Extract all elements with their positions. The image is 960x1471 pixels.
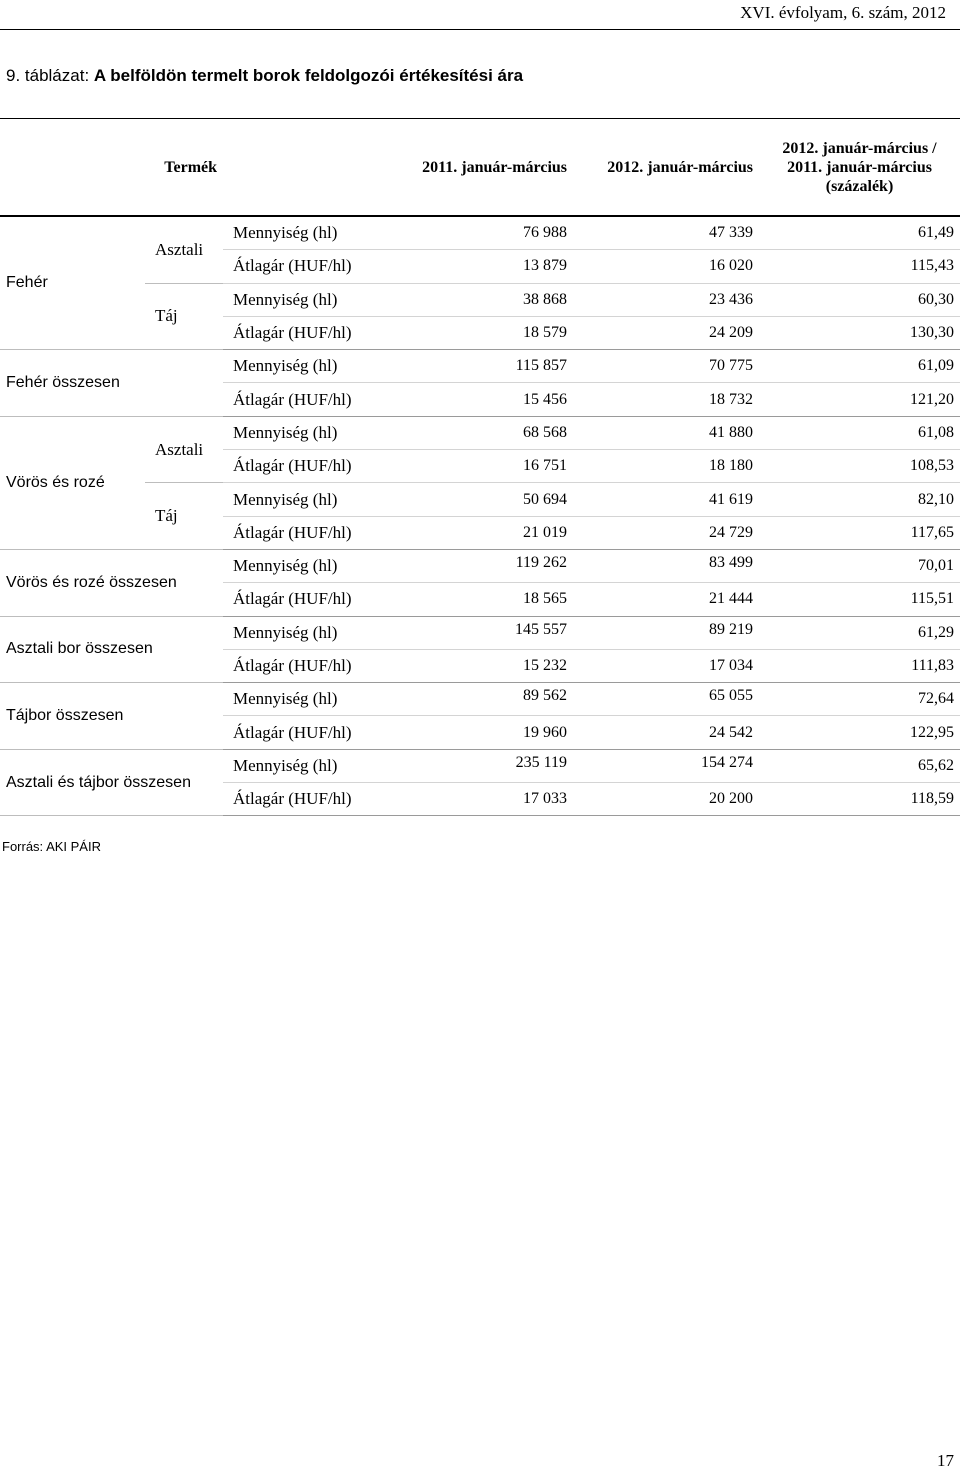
metric-label: Átlagár (HUF/hl)	[223, 649, 393, 682]
table-title	[6, 66, 523, 86]
table-body	[0, 216, 960, 816]
journal-issue: XVI. évfolyam, 6. szám, 2012	[740, 3, 946, 22]
category-label: Fehér	[0, 216, 145, 350]
value-pct: 61,08	[759, 416, 960, 449]
table-title-text: A belföldön termelt borok feldolgozói értékesítési ára	[93, 66, 524, 85]
value-2011: 68 568	[393, 416, 573, 449]
value-2012	[573, 616, 759, 649]
category-label: Tájbor összesen	[0, 683, 223, 750]
value-2011	[393, 616, 573, 649]
col-header-pct-line1: 2012. január-március /	[782, 139, 937, 157]
value-2012: 47 339	[573, 216, 759, 250]
metric-label: Átlagár (HUF/hl)	[223, 583, 393, 616]
value-2011: 19 960	[393, 716, 573, 749]
subcategory-label: Asztali	[145, 216, 223, 283]
value-2012: 18 180	[573, 450, 759, 483]
value-2011: 16 751	[393, 450, 573, 483]
value-2012: 21 444	[573, 583, 759, 616]
value-2011: 15 232	[393, 649, 573, 682]
subcategory-label: Táj	[145, 283, 223, 350]
value-2012: 70 775	[573, 350, 759, 383]
value-2012: 24 542	[573, 716, 759, 749]
category-label: Fehér összesen	[0, 350, 223, 417]
metric-label: Mennyiség (hl)	[223, 416, 393, 449]
value-2012	[573, 749, 759, 782]
col-header-2012: 2012. január-március	[573, 119, 759, 217]
table-row	[0, 216, 960, 250]
table-row	[0, 683, 960, 716]
metric-label: Mennyiség (hl)	[223, 283, 393, 316]
value-2011: 50 694	[393, 483, 573, 516]
table-row	[0, 549, 960, 582]
value-2011: 13 879	[393, 250, 573, 283]
value-2011: 76 988	[393, 216, 573, 250]
value-pct: 65,62	[759, 749, 960, 782]
value-2011: 21 019	[393, 516, 573, 549]
metric-label: Átlagár (HUF/hl)	[223, 516, 393, 549]
value-pct: 118,59	[759, 783, 960, 816]
value-pct: 111,83	[759, 649, 960, 682]
value-2012-text: 154 274	[701, 753, 754, 771]
value-2012: 17 034	[573, 649, 759, 682]
metric-label: Mennyiség (hl)	[223, 483, 393, 516]
metric-label: Mennyiség (hl)	[223, 549, 393, 582]
value-2012: 24 209	[573, 316, 759, 349]
metric-label: Mennyiség (hl)	[223, 350, 393, 383]
value-pct: 72,64	[759, 683, 960, 716]
table-row	[0, 416, 960, 449]
header-rule	[0, 29, 960, 30]
value-2012: 16 020	[573, 250, 759, 283]
value-pct: 122,95	[759, 716, 960, 749]
value-pct: 121,20	[759, 383, 960, 416]
value-2012: 41 880	[573, 416, 759, 449]
value-pct: 108,53	[759, 450, 960, 483]
col-header-2011: 2011. január-március	[393, 119, 573, 217]
category-label: Vörös és rozé összesen	[0, 549, 223, 616]
value-pct: 61,09	[759, 350, 960, 383]
metric-label: Átlagár (HUF/hl)	[223, 383, 393, 416]
category-label: Vörös és rozé	[0, 416, 145, 549]
col-header-termek: Termék	[0, 119, 223, 217]
category-label: Asztali bor összesen	[0, 616, 223, 683]
price-table-wrapper	[0, 118, 960, 816]
value-pct: 60,30	[759, 283, 960, 316]
value-2012: 24 729	[573, 516, 759, 549]
value-pct: 61,49	[759, 216, 960, 250]
value-2012-text: 83 499	[709, 554, 754, 572]
value-2011: 38 868	[393, 283, 573, 316]
page-number: 17	[937, 1451, 954, 1470]
value-pct: 115,43	[759, 250, 960, 283]
metric-label: Átlagár (HUF/hl)	[223, 450, 393, 483]
value-2012: 41 619	[573, 483, 759, 516]
value-2011	[393, 749, 573, 782]
value-2011: 15 456	[393, 383, 573, 416]
table-row	[0, 616, 960, 649]
metric-label: Átlagár (HUF/hl)	[223, 316, 393, 349]
value-2012-text: 65 055	[709, 687, 754, 705]
table-row	[0, 350, 960, 383]
table-header-row	[0, 119, 960, 217]
value-2011	[393, 549, 573, 582]
value-pct: 82,10	[759, 483, 960, 516]
category-label: Asztali és tájbor összesen	[0, 749, 223, 816]
col-header-blank	[223, 119, 393, 217]
metric-label: Mennyiség (hl)	[223, 749, 393, 782]
value-2012	[573, 683, 759, 716]
subcategory-label: Táj	[145, 483, 223, 550]
value-2012	[573, 549, 759, 582]
value-2011-text: 145 557	[515, 620, 568, 638]
value-2011	[393, 683, 573, 716]
value-2011-text: 119 262	[515, 554, 568, 572]
value-2011: 115 857	[393, 350, 573, 383]
value-pct: 115,51	[759, 583, 960, 616]
col-header-pct-line2: 2011. január-március	[787, 158, 932, 176]
subcategory-label: Asztali	[145, 416, 223, 483]
value-2011: 18 565	[393, 583, 573, 616]
col-header-pct	[759, 119, 960, 217]
value-2012: 18 732	[573, 383, 759, 416]
value-2012-text: 89 219	[709, 620, 754, 638]
value-pct: 130,30	[759, 316, 960, 349]
metric-label: Átlagár (HUF/hl)	[223, 783, 393, 816]
value-2011: 17 033	[393, 783, 573, 816]
value-2012: 23 436	[573, 283, 759, 316]
table-row	[0, 749, 960, 782]
price-table	[0, 118, 960, 816]
value-pct: 70,01	[759, 549, 960, 582]
col-header-pct-line3: (százalék)	[825, 177, 894, 195]
value-pct: 117,65	[759, 516, 960, 549]
table-title-prefix: 9. táblázat:	[6, 66, 94, 85]
metric-label: Mennyiség (hl)	[223, 616, 393, 649]
value-2012: 20 200	[573, 783, 759, 816]
value-2011: 18 579	[393, 316, 573, 349]
value-2011-text: 235 119	[515, 753, 568, 771]
value-pct: 61,29	[759, 616, 960, 649]
metric-label: Mennyiség (hl)	[223, 683, 393, 716]
value-2011-text: 89 562	[523, 687, 568, 705]
source-note: Forrás: AKI PÁIR	[2, 839, 101, 854]
metric-label: Átlagár (HUF/hl)	[223, 250, 393, 283]
metric-label: Átlagár (HUF/hl)	[223, 716, 393, 749]
metric-label: Mennyiség (hl)	[223, 216, 393, 250]
